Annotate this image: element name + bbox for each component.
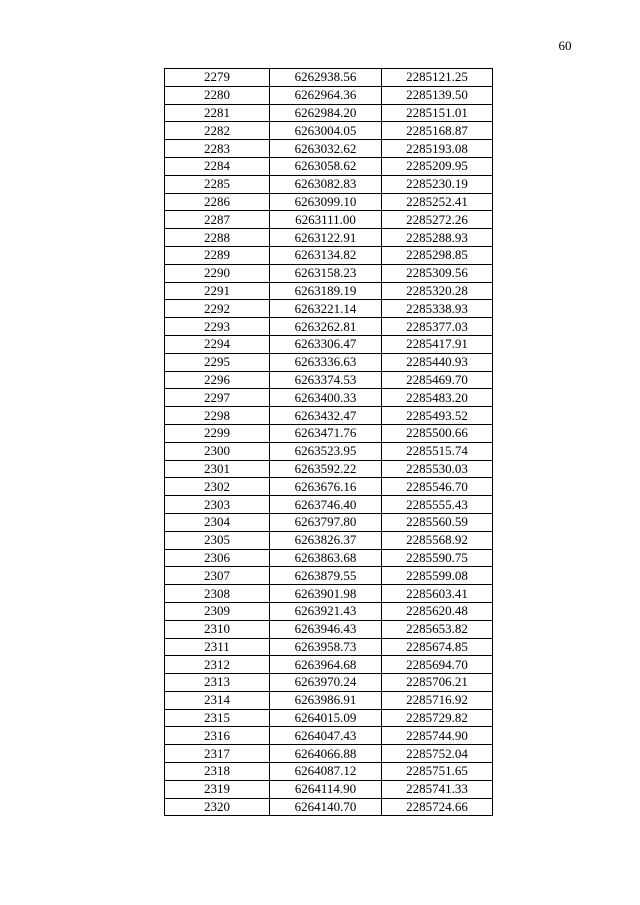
y-coordinate-cell: 2285168.87 [382, 122, 493, 140]
table-row [165, 709, 493, 727]
y-coordinate-cell: 2285741.33 [382, 780, 493, 798]
y-coordinate-cell: 2285440.93 [382, 353, 493, 371]
y-coordinate-cell: 2285603.41 [382, 585, 493, 603]
point-number-cell: 2297 [165, 389, 270, 407]
table-row [165, 157, 493, 175]
table-row [165, 335, 493, 353]
point-number-cell: 2283 [165, 140, 270, 158]
point-number-cell: 2292 [165, 300, 270, 318]
table-row [165, 745, 493, 763]
table-row [165, 620, 493, 638]
y-coordinate-cell: 2285694.70 [382, 656, 493, 674]
point-number-cell: 2310 [165, 620, 270, 638]
y-coordinate-cell: 2285599.08 [382, 567, 493, 585]
x-coordinate-cell: 6263400.33 [270, 389, 382, 407]
x-coordinate-cell: 6263122.91 [270, 229, 382, 247]
y-coordinate-cell: 2285674.85 [382, 638, 493, 656]
point-number-cell: 2281 [165, 104, 270, 122]
point-number-cell: 2308 [165, 585, 270, 603]
x-coordinate-cell: 6263189.19 [270, 282, 382, 300]
x-coordinate-cell: 6263082.83 [270, 175, 382, 193]
point-number-cell: 2294 [165, 335, 270, 353]
point-number-cell: 2293 [165, 318, 270, 336]
point-number-cell: 2291 [165, 282, 270, 300]
table-row [165, 798, 493, 816]
coordinates-table [164, 68, 493, 816]
x-coordinate-cell: 6263746.40 [270, 496, 382, 514]
x-coordinate-cell: 6263863.68 [270, 549, 382, 567]
table-row [165, 122, 493, 140]
y-coordinate-cell: 2285193.08 [382, 140, 493, 158]
y-coordinate-cell: 2285744.90 [382, 727, 493, 745]
table-row [165, 353, 493, 371]
y-coordinate-cell: 2285230.19 [382, 175, 493, 193]
x-coordinate-cell: 6263336.63 [270, 353, 382, 371]
table-row [165, 407, 493, 425]
x-coordinate-cell: 6263158.23 [270, 264, 382, 282]
y-coordinate-cell: 2285515.74 [382, 442, 493, 460]
y-coordinate-cell: 2285729.82 [382, 709, 493, 727]
table-row [165, 246, 493, 264]
table-row [165, 140, 493, 158]
point-number-cell: 2279 [165, 69, 270, 87]
y-coordinate-cell: 2285706.21 [382, 674, 493, 692]
x-coordinate-cell: 6263058.62 [270, 157, 382, 175]
x-coordinate-cell: 6263592.22 [270, 460, 382, 478]
x-coordinate-cell: 6263986.91 [270, 691, 382, 709]
y-coordinate-cell: 2285377.03 [382, 318, 493, 336]
point-number-cell: 2301 [165, 460, 270, 478]
table-row [165, 211, 493, 229]
y-coordinate-cell: 2285493.52 [382, 407, 493, 425]
point-number-cell: 2296 [165, 371, 270, 389]
x-coordinate-cell: 6264087.12 [270, 763, 382, 781]
point-number-cell: 2298 [165, 407, 270, 425]
point-number-cell: 2318 [165, 763, 270, 781]
table-row [165, 86, 493, 104]
table-row [165, 780, 493, 798]
table-row [165, 496, 493, 514]
table-row [165, 389, 493, 407]
table-row [165, 585, 493, 603]
table-row [165, 602, 493, 620]
x-coordinate-cell: 6263970.24 [270, 674, 382, 692]
table-row [165, 300, 493, 318]
y-coordinate-cell: 2285417.91 [382, 335, 493, 353]
point-number-cell: 2315 [165, 709, 270, 727]
table-row [165, 549, 493, 567]
point-number-cell: 2280 [165, 86, 270, 104]
table-row [165, 229, 493, 247]
table-row [165, 460, 493, 478]
x-coordinate-cell: 6263826.37 [270, 531, 382, 549]
y-coordinate-cell: 2285252.41 [382, 193, 493, 211]
x-coordinate-cell: 6262964.36 [270, 86, 382, 104]
x-coordinate-cell: 6263111.00 [270, 211, 382, 229]
table-row [165, 638, 493, 656]
y-coordinate-cell: 2285555.43 [382, 496, 493, 514]
point-number-cell: 2311 [165, 638, 270, 656]
x-coordinate-cell: 6263946.43 [270, 620, 382, 638]
point-number-cell: 2302 [165, 478, 270, 496]
table-row [165, 531, 493, 549]
y-coordinate-cell: 2285469.70 [382, 371, 493, 389]
table-row [165, 69, 493, 87]
point-number-cell: 2295 [165, 353, 270, 371]
point-number-cell: 2289 [165, 246, 270, 264]
y-coordinate-cell: 2285139.50 [382, 86, 493, 104]
y-coordinate-cell: 2285151.01 [382, 104, 493, 122]
x-coordinate-cell: 6263964.68 [270, 656, 382, 674]
table-row [165, 175, 493, 193]
x-coordinate-cell: 6263958.73 [270, 638, 382, 656]
y-coordinate-cell: 2285620.48 [382, 602, 493, 620]
table-row [165, 264, 493, 282]
table-row [165, 371, 493, 389]
point-number-cell: 2285 [165, 175, 270, 193]
x-coordinate-cell: 6263032.62 [270, 140, 382, 158]
point-number-cell: 2317 [165, 745, 270, 763]
table-row [165, 674, 493, 692]
y-coordinate-cell: 2285483.20 [382, 389, 493, 407]
x-coordinate-cell: 6263471.76 [270, 424, 382, 442]
table-row [165, 193, 493, 211]
x-coordinate-cell: 6263523.95 [270, 442, 382, 460]
table-row [165, 104, 493, 122]
x-coordinate-cell: 6263432.47 [270, 407, 382, 425]
x-coordinate-cell: 6263921.43 [270, 602, 382, 620]
y-coordinate-cell: 2285752.04 [382, 745, 493, 763]
y-coordinate-cell: 2285546.70 [382, 478, 493, 496]
y-coordinate-cell: 2285338.93 [382, 300, 493, 318]
table-row [165, 282, 493, 300]
coordinates-table-body [165, 69, 493, 816]
x-coordinate-cell: 6263797.80 [270, 513, 382, 531]
point-number-cell: 2306 [165, 549, 270, 567]
point-number-cell: 2312 [165, 656, 270, 674]
table-row [165, 727, 493, 745]
y-coordinate-cell: 2285724.66 [382, 798, 493, 816]
page-number: 60 [558, 38, 572, 53]
y-coordinate-cell: 2285716.92 [382, 691, 493, 709]
table-row [165, 442, 493, 460]
y-coordinate-cell: 2285121.25 [382, 69, 493, 87]
x-coordinate-cell: 6264114.90 [270, 780, 382, 798]
x-coordinate-cell: 6263004.05 [270, 122, 382, 140]
x-coordinate-cell: 6264066.88 [270, 745, 382, 763]
table-row [165, 424, 493, 442]
point-number-cell: 2304 [165, 513, 270, 531]
y-coordinate-cell: 2285751.65 [382, 763, 493, 781]
point-number-cell: 2307 [165, 567, 270, 585]
y-coordinate-cell: 2285653.82 [382, 620, 493, 638]
x-coordinate-cell: 6264015.09 [270, 709, 382, 727]
table-row [165, 656, 493, 674]
point-number-cell: 2319 [165, 780, 270, 798]
table-row [165, 691, 493, 709]
point-number-cell: 2282 [165, 122, 270, 140]
point-number-cell: 2284 [165, 157, 270, 175]
x-coordinate-cell: 6263306.47 [270, 335, 382, 353]
x-coordinate-cell: 6263134.82 [270, 246, 382, 264]
x-coordinate-cell: 6264047.43 [270, 727, 382, 745]
y-coordinate-cell: 2285272.26 [382, 211, 493, 229]
point-number-cell: 2299 [165, 424, 270, 442]
point-number-cell: 2313 [165, 674, 270, 692]
point-number-cell: 2316 [165, 727, 270, 745]
table-row [165, 478, 493, 496]
y-coordinate-cell: 2285320.28 [382, 282, 493, 300]
point-number-cell: 2314 [165, 691, 270, 709]
x-coordinate-cell: 6263262.81 [270, 318, 382, 336]
y-coordinate-cell: 2285209.95 [382, 157, 493, 175]
y-coordinate-cell: 2285568.92 [382, 531, 493, 549]
x-coordinate-cell: 6263879.55 [270, 567, 382, 585]
point-number-cell: 2303 [165, 496, 270, 514]
y-coordinate-cell: 2285298.85 [382, 246, 493, 264]
point-number-cell: 2305 [165, 531, 270, 549]
table-row [165, 763, 493, 781]
x-coordinate-cell: 6263374.53 [270, 371, 382, 389]
table-row [165, 567, 493, 585]
point-number-cell: 2309 [165, 602, 270, 620]
y-coordinate-cell: 2285288.93 [382, 229, 493, 247]
x-coordinate-cell: 6262938.56 [270, 69, 382, 87]
y-coordinate-cell: 2285309.56 [382, 264, 493, 282]
y-coordinate-cell: 2285530.03 [382, 460, 493, 478]
table-row [165, 318, 493, 336]
y-coordinate-cell: 2285500.66 [382, 424, 493, 442]
table-row [165, 513, 493, 531]
point-number-cell: 2286 [165, 193, 270, 211]
x-coordinate-cell: 6264140.70 [270, 798, 382, 816]
y-coordinate-cell: 2285560.59 [382, 513, 493, 531]
point-number-cell: 2288 [165, 229, 270, 247]
x-coordinate-cell: 6263221.14 [270, 300, 382, 318]
x-coordinate-cell: 6263676.16 [270, 478, 382, 496]
y-coordinate-cell: 2285590.75 [382, 549, 493, 567]
x-coordinate-cell: 6262984.20 [270, 104, 382, 122]
x-coordinate-cell: 6263901.98 [270, 585, 382, 603]
point-number-cell: 2320 [165, 798, 270, 816]
x-coordinate-cell: 6263099.10 [270, 193, 382, 211]
point-number-cell: 2287 [165, 211, 270, 229]
point-number-cell: 2300 [165, 442, 270, 460]
point-number-cell: 2290 [165, 264, 270, 282]
